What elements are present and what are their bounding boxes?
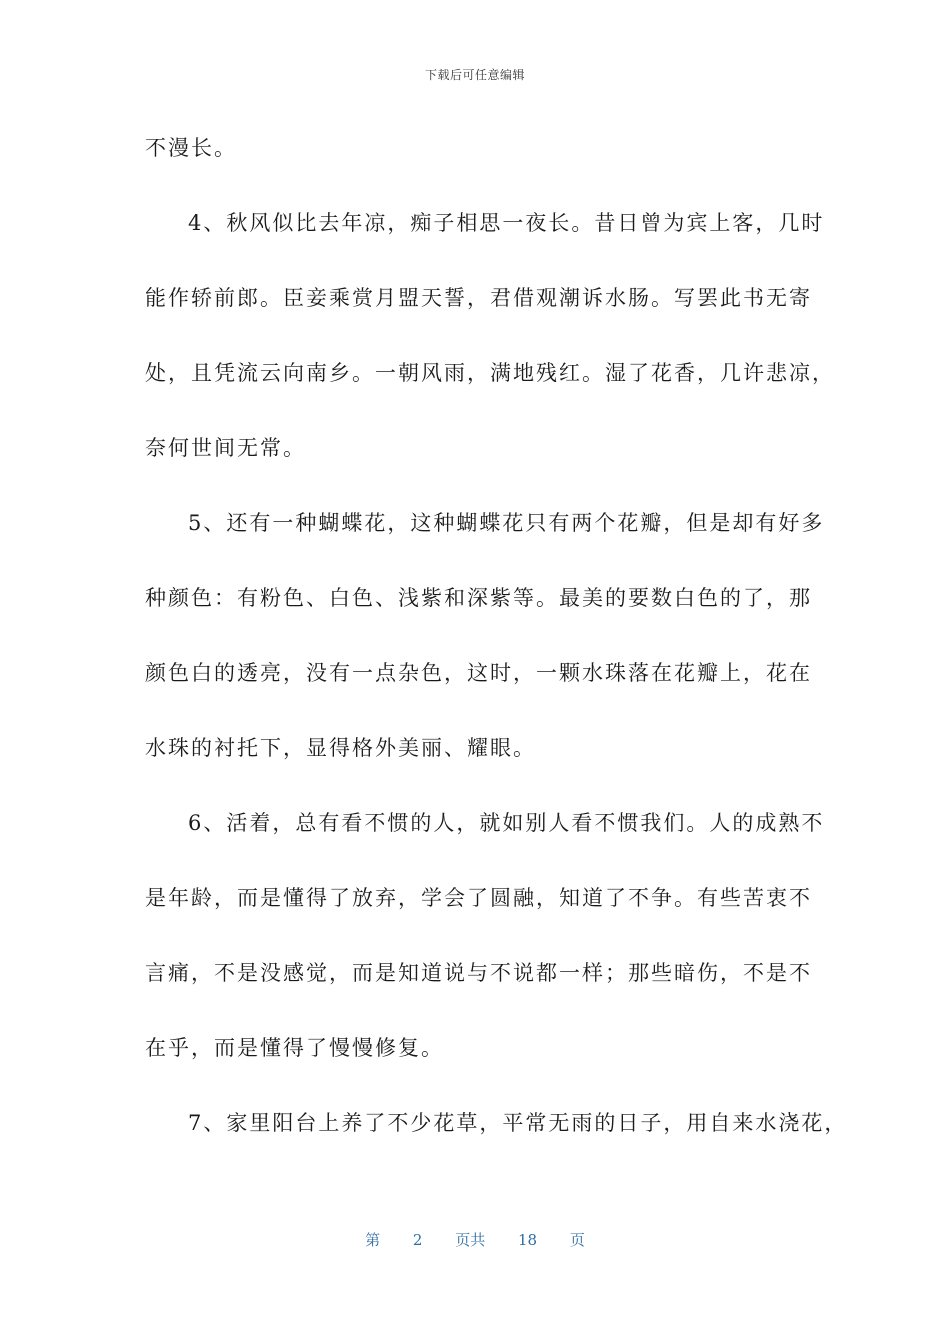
text-line: 处，且凭流云向南乡。一朝风雨，满地残红。湿了花香，几许悲凉， bbox=[145, 361, 835, 385]
text-line: 4、秋风似比去年凉，痴子相思一夜长。昔日曾为宾上客，几时 bbox=[188, 211, 825, 235]
text-line: 不漫长。 bbox=[145, 136, 237, 160]
text-line: 7、家里阳台上养了不少花草，平常无雨的日子，用自来水浇花， bbox=[188, 1111, 848, 1135]
page-label-mid: 页共 bbox=[455, 1231, 486, 1249]
text-line: 言痛，不是没感觉，而是知道说与不说都一样；那些暗伤，不是不 bbox=[145, 961, 812, 985]
current-page-number: 2 bbox=[412, 1231, 423, 1249]
text-line: 奈何世间无常。 bbox=[145, 436, 306, 460]
text-line: 水珠的衬托下，显得格外美丽、耀眼。 bbox=[145, 736, 536, 760]
text-line: 在乎，而是懂得了慢慢修复。 bbox=[145, 1036, 444, 1060]
page-header: 下载后可任意编辑 bbox=[424, 68, 525, 82]
text-line: 是年龄，而是懂得了放弃，学会了圆融，知道了不争。有些苦衷不 bbox=[145, 886, 812, 910]
text-line: 6、活着，总有看不惯的人，就如别人看不惯我们。人的成熟不 bbox=[188, 811, 825, 835]
page-label-prefix: 第 bbox=[365, 1231, 381, 1249]
page-label-suffix: 页 bbox=[569, 1231, 585, 1249]
total-pages-number: 18 bbox=[518, 1231, 538, 1249]
page-footer bbox=[0, 1229, 950, 1250]
text-line: 能作轿前郎。臣妾乘赏月盟天誓，君借观潮诉水肠。写罢此书无寄 bbox=[145, 286, 812, 310]
document-body bbox=[145, 128, 848, 1178]
text-line: 5、还有一种蝴蝶花，这种蝴蝶花只有两个花瓣，但是却有好多 bbox=[188, 511, 825, 535]
text-line: 颜色白的透亮，没有一点杂色，这时，一颗水珠落在花瓣上，花在 bbox=[145, 661, 812, 685]
text-line: 种颜色：有粉色、白色、浅紫和深紫等。最美的要数白色的了，那 bbox=[145, 586, 812, 610]
